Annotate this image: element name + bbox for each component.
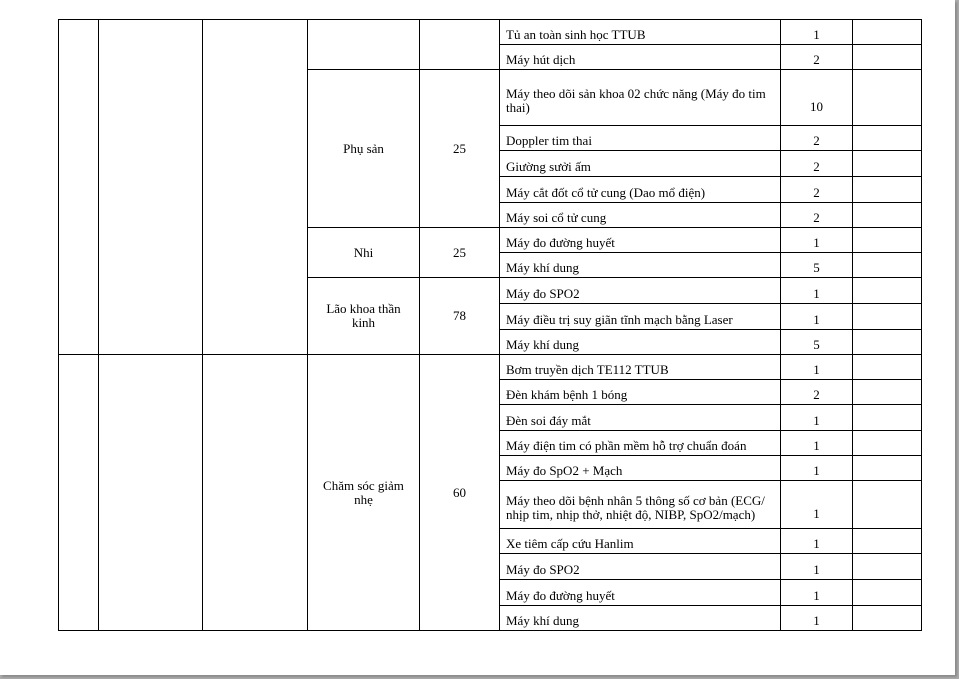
beds-cell: 60 [420, 355, 500, 631]
quantity-cell [781, 70, 853, 126]
note-cell [853, 70, 922, 126]
note-cell [853, 126, 922, 151]
equipment-name: Máy khí dung [506, 260, 579, 275]
equipment-name: Máy đo SpO2 + Mạch [506, 463, 623, 478]
equipment-name: Máy theo dõi sản khoa 02 chức năng (Máy đo tim thai) [506, 85, 766, 115]
equipment-name: Máy điều trị suy giãn tĩnh mạch bằng Laser [506, 311, 733, 327]
equipment-name-cell [500, 126, 781, 151]
note-cell [853, 456, 922, 481]
quantity-value: 1 [813, 613, 820, 628]
equipment-name: Máy đo SPO2 [506, 561, 580, 577]
note-cell [853, 20, 922, 45]
quantity-cell [781, 405, 853, 431]
quantity-value: 1 [813, 587, 820, 603]
quantity-cell [781, 278, 853, 304]
equipment-table [58, 19, 922, 631]
equipment-name-cell [500, 45, 781, 70]
quantity-value: 5 [813, 260, 820, 275]
quantity-cell [781, 330, 853, 355]
equipment-name: Đèn khám bệnh 1 bóng [506, 387, 628, 402]
note-cell [853, 529, 922, 554]
equipment-name-cell [500, 278, 781, 304]
note-cell [853, 330, 922, 355]
equipment-name: Máy đo SPO2 [506, 285, 580, 301]
equipment-name: Máy theo dõi bệnh nhân 5 thông số cơ bản (ECG/ nhịp tim, nhịp thở, nhiệt độ, NIBP, SpO2/mạch) [506, 492, 765, 522]
department-cell: Lão khoa thần kinh [308, 278, 420, 355]
quantity-value: 5 [813, 337, 820, 352]
equipment-name-cell [500, 228, 781, 253]
unit-cell [99, 355, 203, 631]
equipment-name: Máy đo đường huyết [506, 587, 615, 603]
equipment-name: Tủ an toàn sinh học TTUB [506, 27, 646, 42]
quantity-cell [781, 380, 853, 405]
beds-cell [420, 20, 500, 70]
quantity-value: 1 [813, 311, 820, 327]
quantity-value: 2 [813, 210, 820, 225]
quantity-value: 1 [813, 412, 820, 428]
note-cell [853, 151, 922, 177]
equipment-name-cell [500, 405, 781, 431]
department-cell: Chăm sóc giảm nhẹ [308, 355, 420, 631]
equipment-name: Bơm truyền dịch TE112 TTUB [506, 362, 669, 377]
equipment-name: Máy điện tim có phần mềm hỗ trợ chuẩn đoán [506, 438, 747, 453]
equipment-name-cell [500, 330, 781, 355]
equipment-name: Máy khí dung [506, 337, 579, 352]
quantity-value: 1 [813, 27, 820, 42]
note-cell [853, 177, 922, 203]
note-cell [853, 580, 922, 606]
equipment-name-cell [500, 20, 781, 45]
table-row [59, 355, 922, 380]
equipment-name-cell [500, 177, 781, 203]
department-cell: Nhi [308, 228, 420, 278]
quantity-cell [781, 203, 853, 228]
equipment-name-cell [500, 580, 781, 606]
note-cell [853, 355, 922, 380]
equipment-name-cell [500, 554, 781, 580]
stt-cell [59, 355, 99, 631]
equipment-name: Máy soi cổ tử cung [506, 210, 607, 225]
beds-cell: 25 [420, 70, 500, 228]
equipment-name-cell [500, 529, 781, 554]
quantity-value: 2 [813, 52, 820, 67]
quantity-cell [781, 355, 853, 380]
quantity-cell [781, 253, 853, 278]
quantity-cell [781, 481, 853, 529]
quantity-value: 1 [813, 285, 820, 301]
department-cell [308, 20, 420, 70]
equipment-name-cell [500, 253, 781, 278]
equipment-name-cell [500, 151, 781, 177]
quantity-value: 1 [813, 463, 820, 478]
equipment-name: Xe tiêm cấp cứu Hanlim [506, 536, 634, 551]
note-cell [853, 606, 922, 631]
equipment-name-cell [500, 431, 781, 456]
note-cell [853, 405, 922, 431]
note-cell [853, 481, 922, 529]
beds-cell: 25 [420, 228, 500, 278]
stt-cell [59, 20, 99, 355]
note-cell [853, 431, 922, 456]
quantity-cell [781, 580, 853, 606]
field-cell [203, 355, 308, 631]
note-cell [853, 380, 922, 405]
quantity-cell [781, 126, 853, 151]
table-row [59, 20, 922, 45]
quantity-value: 2 [813, 387, 820, 402]
quantity-cell [781, 431, 853, 456]
equipment-name: Máy cắt đốt cổ tử cung (Dao mổ điện) [506, 184, 706, 200]
equipment-name: Máy khí dung [506, 613, 579, 628]
quantity-value: 1 [813, 438, 820, 453]
department-cell: Phụ sản [308, 70, 420, 228]
equipment-name: Doppler tim thai [506, 133, 592, 148]
note-cell [853, 203, 922, 228]
note-cell [853, 228, 922, 253]
note-cell [853, 278, 922, 304]
note-cell [853, 253, 922, 278]
quantity-cell [781, 606, 853, 631]
quantity-cell [781, 151, 853, 177]
note-cell [853, 304, 922, 330]
equipment-name-cell [500, 456, 781, 481]
equipment-name-cell [500, 304, 781, 330]
quantity-cell [781, 177, 853, 203]
quantity-value: 10 [810, 98, 823, 114]
equipment-name-cell [500, 70, 781, 126]
quantity-value: 1 [813, 536, 820, 551]
equipment-name: Máy hút dịch [506, 52, 576, 67]
quantity-value: 2 [813, 158, 820, 174]
equipment-name-cell [500, 355, 781, 380]
quantity-cell [781, 228, 853, 253]
quantity-cell [781, 20, 853, 45]
note-cell [853, 554, 922, 580]
quantity-value: 1 [813, 561, 820, 577]
quantity-cell [781, 45, 853, 70]
unit-cell [99, 20, 203, 355]
equipment-name-cell [500, 481, 781, 529]
quantity-value: 2 [813, 184, 820, 200]
quantity-value: 1 [813, 362, 820, 377]
equipment-name-cell [500, 606, 781, 631]
quantity-cell [781, 529, 853, 554]
equipment-name: Máy đo đường huyết [506, 235, 615, 250]
equipment-name-cell [500, 380, 781, 405]
field-cell [203, 20, 308, 355]
quantity-value: 1 [813, 235, 820, 250]
beds-cell: 78 [420, 278, 500, 355]
quantity-cell [781, 456, 853, 481]
quantity-value: 1 [813, 505, 820, 521]
quantity-value: 2 [813, 133, 820, 148]
quantity-cell [781, 554, 853, 580]
quantity-cell [781, 304, 853, 330]
equipment-name: Giường sưởi ấm [506, 158, 591, 174]
equipment-name-cell [500, 203, 781, 228]
note-cell [853, 45, 922, 70]
equipment-name: Đèn soi đáy mắt [506, 412, 591, 428]
